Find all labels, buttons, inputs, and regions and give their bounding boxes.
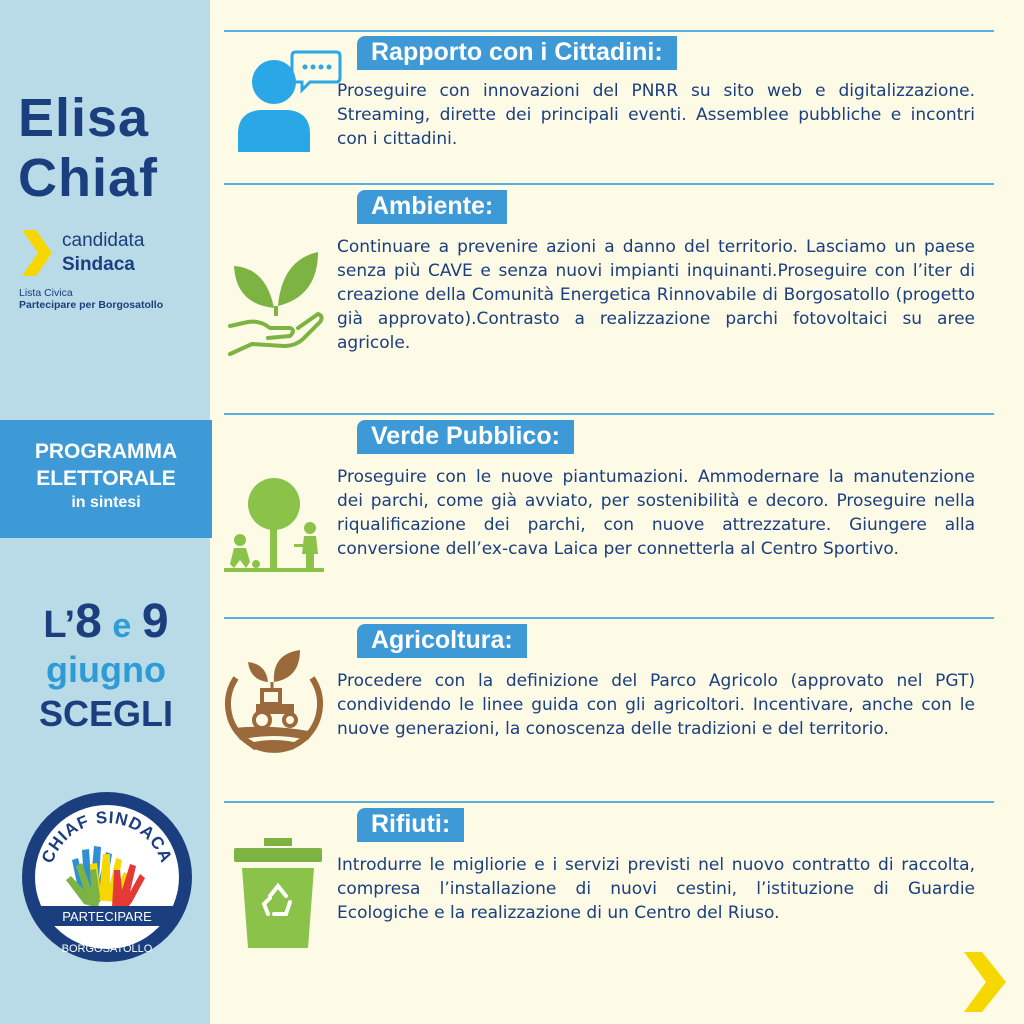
logo-line2: PER <box>97 931 117 941</box>
hand-leaves-icon <box>226 246 326 358</box>
date-cta: SCEGLI <box>38 693 173 734</box>
section-text-cittadini: Proseguire con innovazioni del PNRR su sito web e digitalizzazione. Streaming, dirette dei principali eventi. Assemblee pubbliche e incontri con i cittadini. <box>337 81 975 149</box>
section-divider <box>224 801 994 803</box>
park-icon <box>222 474 326 578</box>
candidate-first-name: Elisa <box>18 88 150 148</box>
section-divider <box>224 617 994 619</box>
election-date <box>0 595 212 736</box>
candidata-label: candidata <box>62 230 145 251</box>
section-divider <box>224 183 994 185</box>
date-day1: 8 <box>75 595 102 648</box>
date-prefix: L’ <box>43 604 76 646</box>
lista-name: Partecipare per Borgosatollo <box>19 299 164 311</box>
logo-line1: PARTECIPARE <box>62 909 152 924</box>
section-divider <box>224 413 994 415</box>
logo-line3: BORGOSATOLLO <box>61 943 153 955</box>
program-line2: ELETTORALE <box>36 467 176 490</box>
section-text-agricoltura: Procedere con la definizione del Parco Agricolo (approvato nel PGT) condividendo le linee guida con gli agricoltori. Incentivare, anche con le nuove generazioni, la conoscenza delle tradizioni e del territorio. <box>337 671 975 739</box>
program-box <box>0 420 212 538</box>
date-day2: 9 <box>141 595 169 648</box>
lista-label: Lista Civica <box>19 287 73 299</box>
section-title-agricoltura: Agricoltura: <box>357 624 527 658</box>
program-line3: in sintesi <box>71 494 141 511</box>
section-title-ambiente: Ambiente: <box>357 190 507 224</box>
section-title-verde: Verde Pubblico: <box>357 420 574 454</box>
date-month: giugno <box>46 649 166 690</box>
candidate-name <box>18 88 158 208</box>
section-divider <box>224 30 994 32</box>
sidebar <box>0 0 210 1024</box>
section-title-rifiuti: Rifiuti: <box>357 808 464 842</box>
section-title-cittadini: Rapporto con i Cittadini: <box>357 36 677 70</box>
sindaca-label: Sindaca <box>62 254 135 275</box>
recycle-bin-icon <box>232 836 324 950</box>
chevron-right-icon <box>20 228 54 278</box>
program-line1: PROGRAMMA <box>34 440 178 463</box>
date-days <box>0 595 212 648</box>
tractor-field-icon <box>222 648 326 754</box>
person-speech-icon <box>232 48 342 156</box>
candidate-last-name: Chiaf <box>18 148 158 208</box>
candidate-role <box>62 229 144 277</box>
logo-top-text: CHIAF SINDACA <box>37 807 177 866</box>
next-chevron-icon[interactable] <box>962 950 1008 1014</box>
civic-list <box>19 287 163 311</box>
section-text-ambiente: Continuare a prevenire azioni a danno del territorio. Lasciamo un paese senza più CAVE e senza nuovi impianti inquinanti.Proseguire con l’iter di creazione della Comunità Energetica Rinnovabile di Borgosatollo (progetto già approvato).Contrasto a realizzazione parchi fotovoltaici su aree agricole. <box>337 237 975 353</box>
section-text-verde: Proseguire con le nuove piantumazioni. Ammodernare la manutenzione dei parchi, come già avviato, per sostenibilità e decoro. Proseguire nella riqualificazione dei parchi, con nuove attrezzature. Giungere alla conversione dell’ex-cava Laica per connetterla al Centro Sportivo. <box>337 467 975 559</box>
party-logo <box>20 790 194 964</box>
date-and: e <box>112 607 132 645</box>
section-text-rifiuti: Introdurre le migliorie e i servizi previsti nel nuovo contratto di raccolta, compresa l’installazione di nuovi cestini, l’istituzione di Guardie Ecologiche e la realizzazione di un Centro del Riuso. <box>337 855 975 923</box>
